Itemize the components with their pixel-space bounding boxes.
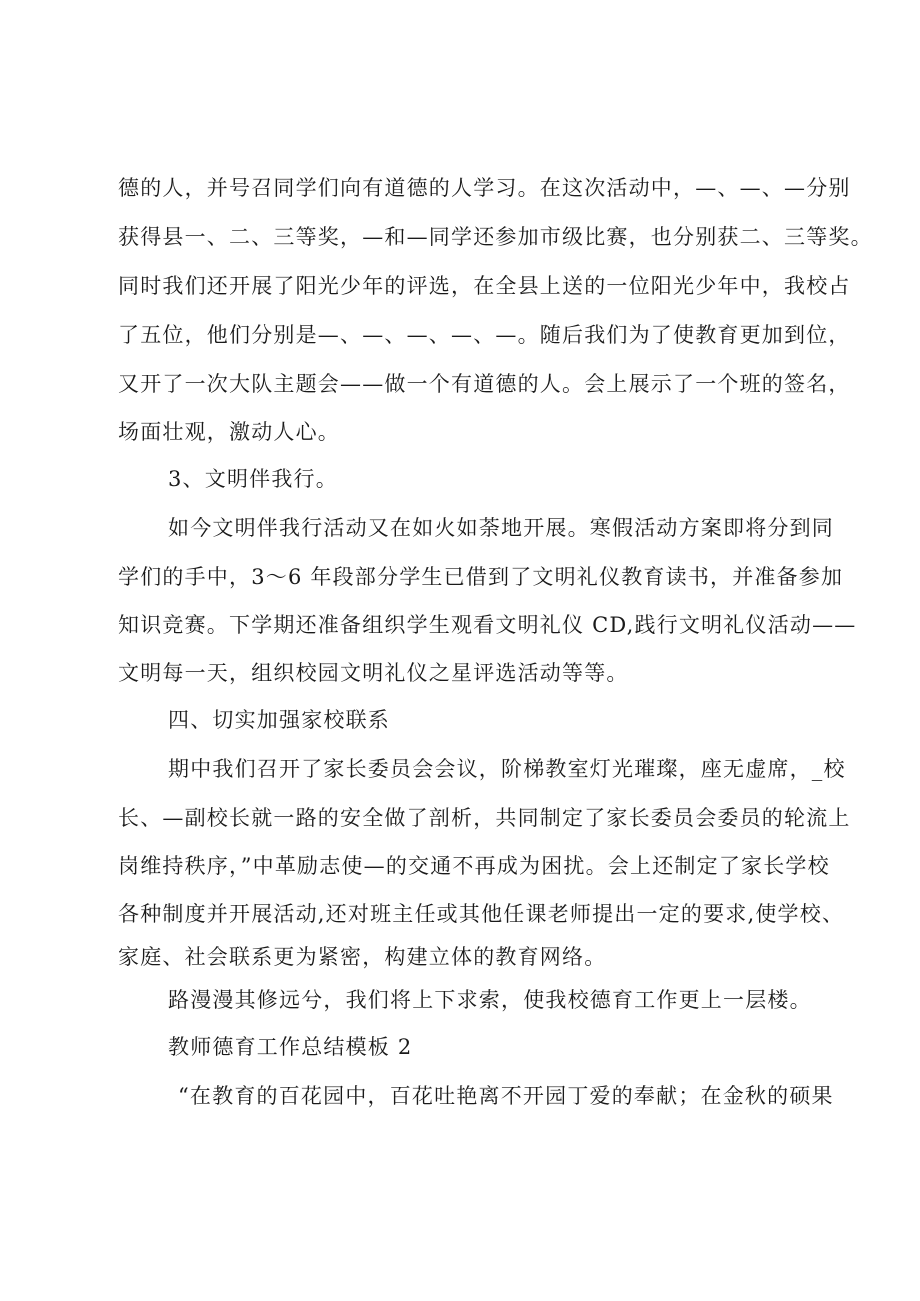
paragraph-line-14: 各种制度并开展活动,还对班主任或其他任课老师提出一定的要求,使学校、	[118, 902, 845, 926]
paragraph-line-8: 学们的手中，3～6 年段部分学生已借到了文明礼仪教育读书，并准备参加	[118, 565, 844, 589]
section-heading-3: 3、文明伴我行。	[168, 467, 338, 491]
paragraph-line-13: 岗维持秩序，”中革励志使—的交通不再成为困扰。会上还制定了家长学校	[118, 854, 830, 878]
paragraph-line-9: 知识竞赛。下学期还准备组织学生观看文明礼仪 CD,践行文明礼仪活动——	[118, 613, 857, 637]
paragraph-line-7: 如今文明伴我行活动又在如火如荼地开展。寒假活动方案即将分到同	[168, 516, 834, 540]
paragraph-line-2: 获得县一、二、三等奖，—和—同学还参加市级比赛，也分别获二、三等奖。	[118, 225, 873, 249]
quote-line: “在教育的百花园中，百花吐艳离不开园丁爱的奉献；在金秋的硕果	[178, 1084, 834, 1108]
paragraph-line-16: 路漫漫其修远兮，我们将上下求索，使我校德育工作更上一层楼。	[168, 988, 812, 1012]
paragraph-line-4: 了五位，他们分别是—、—、—、—、—。随后我们为了使教育更加到位，	[118, 323, 851, 347]
template-title: 教师德育工作总结模板 2	[168, 1035, 413, 1059]
section-heading-4: 四、切实加强家校联系	[168, 708, 390, 732]
paragraph-line-10: 文明每一天，组织校园文明礼仪之星评选活动等等。	[118, 661, 629, 685]
paragraph-line-5: 又开了一次大队主题会——做一个有道德的人。会上展示了一个班的签名，	[118, 372, 851, 396]
paragraph-line-6: 场面壮观，激动人心。	[118, 420, 340, 444]
paragraph-line-11: 期中我们召开了家长委员会会议，阶梯教室灯光璀璨，座无虚席，_校	[168, 757, 846, 781]
paragraph-line-1: 德的人，并号召同学们向有道德的人学习。在这次活动中，—、—、—分别	[118, 176, 851, 200]
paragraph-line-12: 长、—副校长就一路的安全做了剖析，共同制定了家长委员会委员的轮流上	[118, 806, 851, 830]
paragraph-line-15: 家庭、社会联系更为紧密，构建立体的教育网络。	[118, 945, 607, 969]
paragraph-line-3: 同时我们还开展了阳光少年的评选，在全县上送的一位阳光少年中，我校占	[118, 274, 851, 298]
